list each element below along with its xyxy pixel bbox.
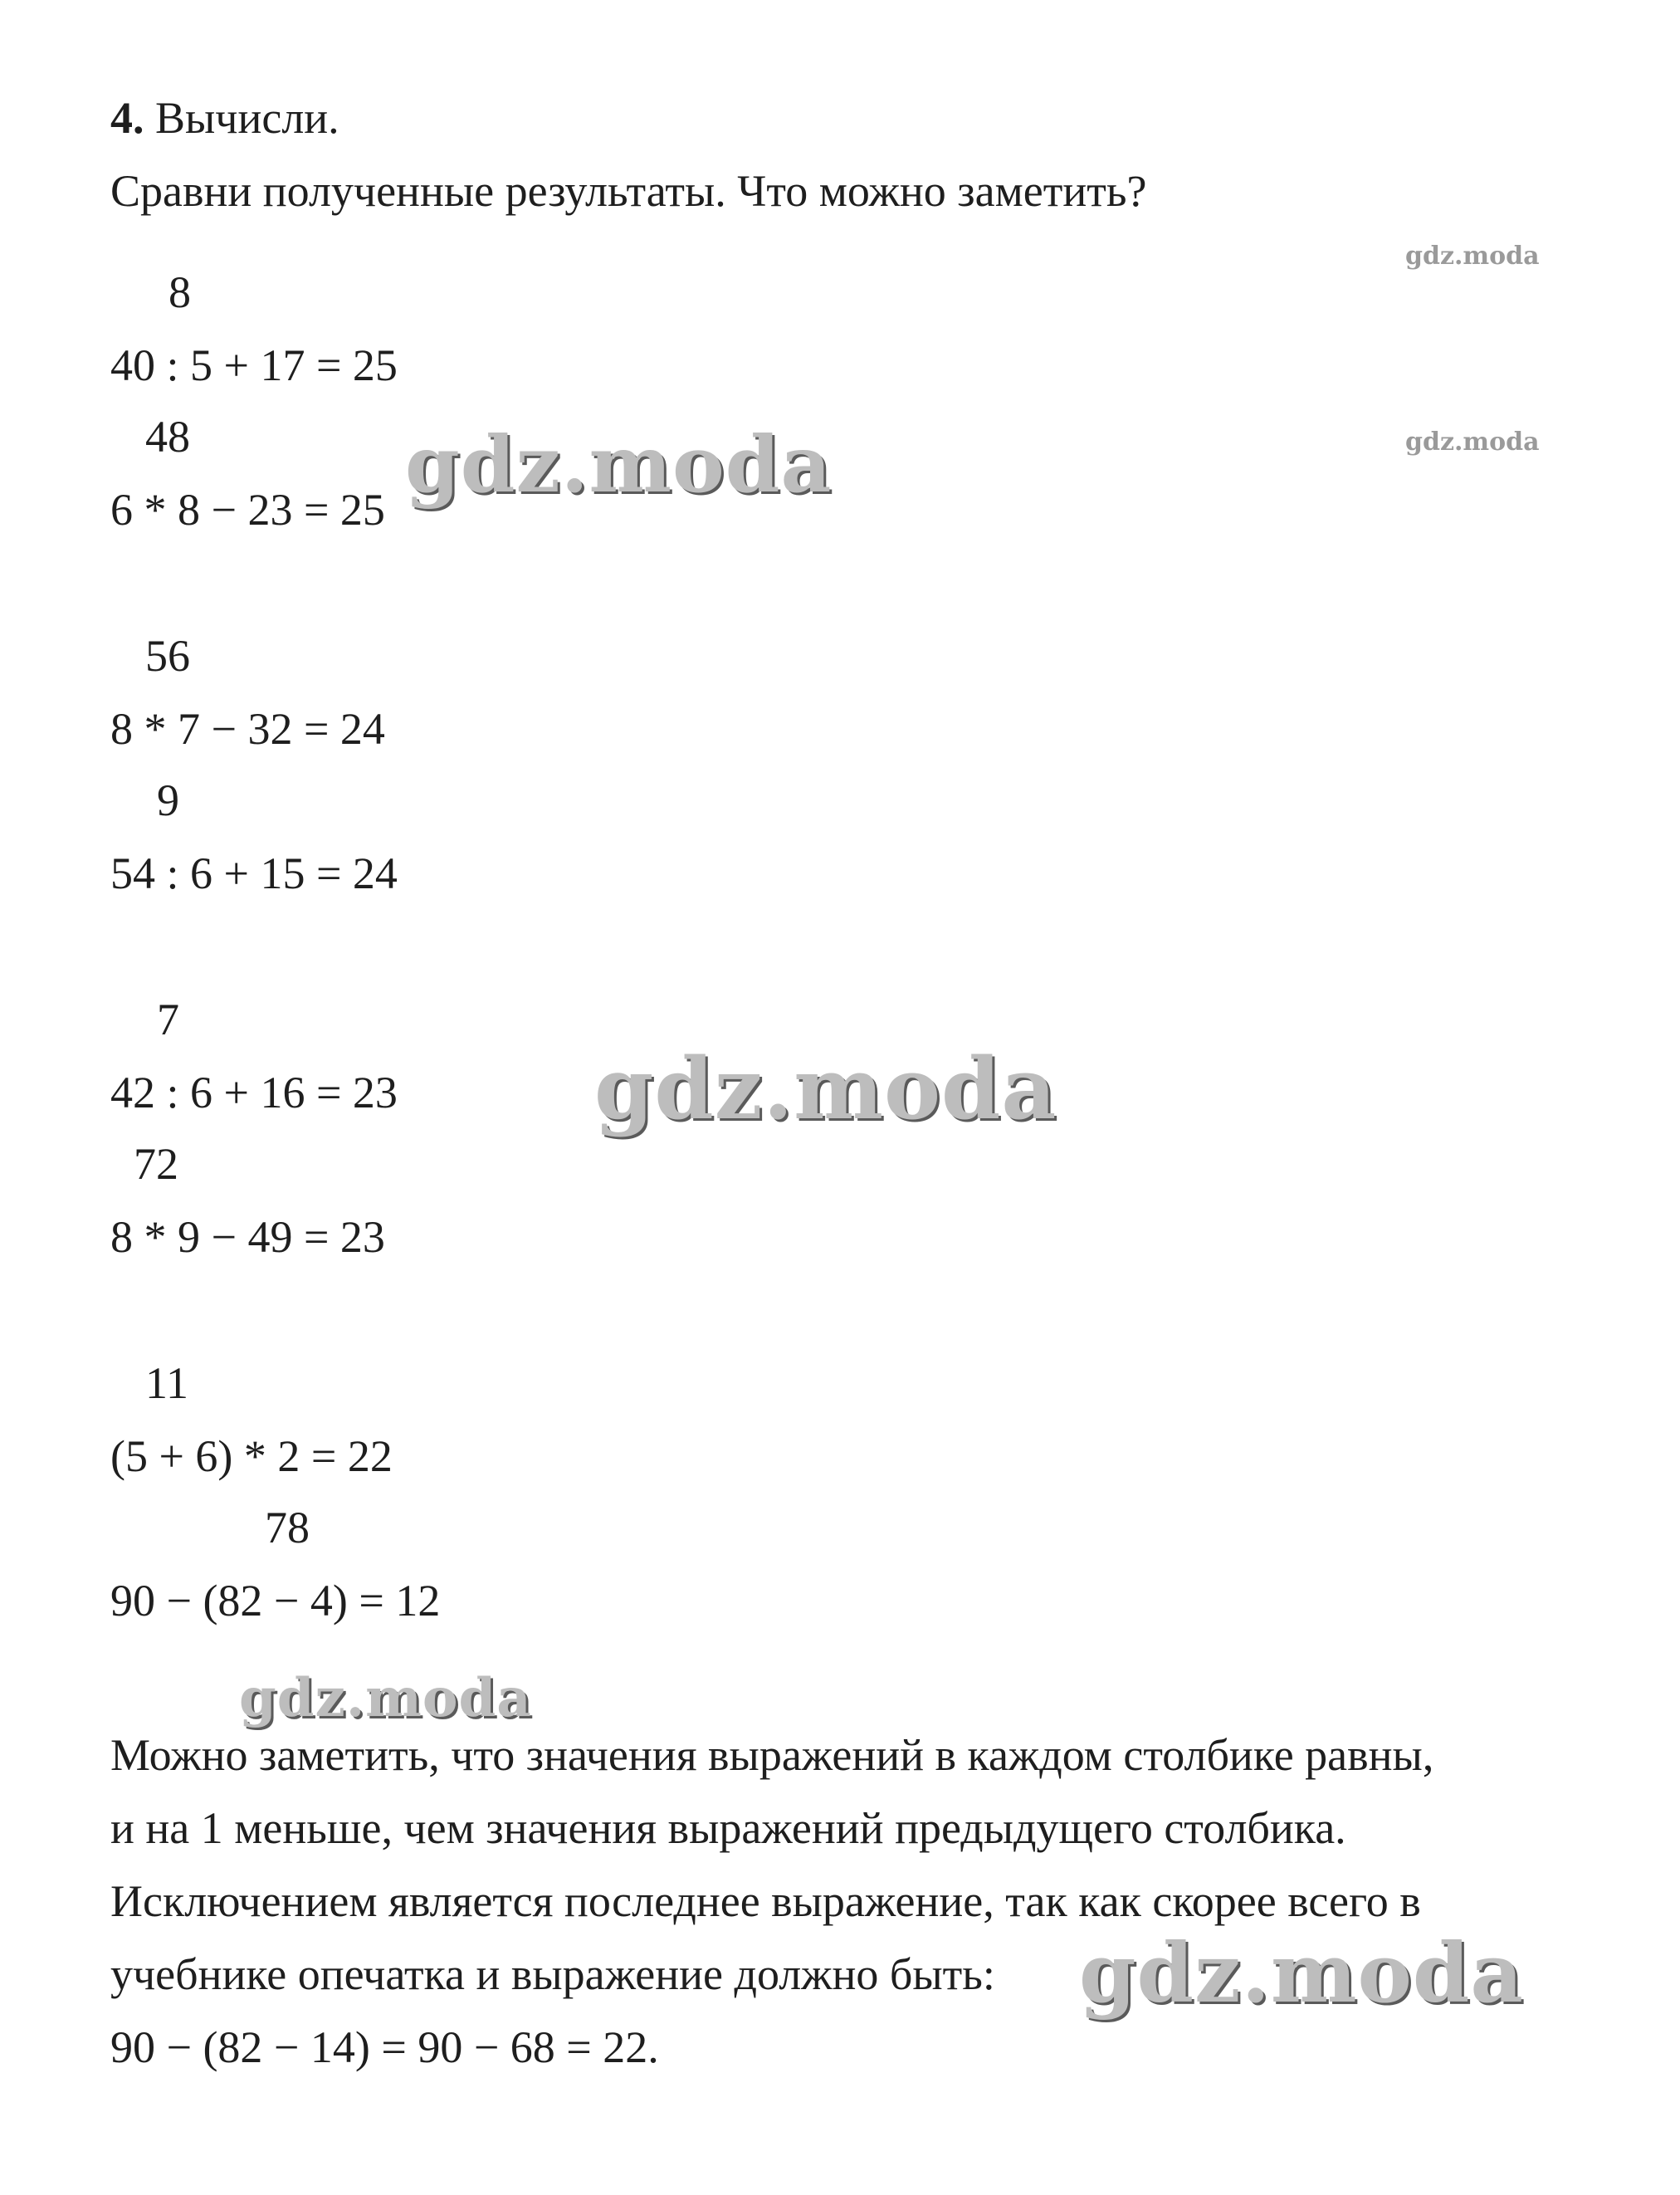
conclusion-line: 90 − (82 − 14) = 90 − 68 = 22. <box>110 2022 659 2072</box>
watermark-logo: gdz.moda <box>594 1039 1057 1139</box>
intermediate-result: 9 <box>157 775 179 825</box>
expression: 8 * 7 − 32 = 24 <box>110 704 385 754</box>
expression: 54 : 6 + 15 = 24 <box>110 848 398 898</box>
task-number: 4. <box>110 93 144 143</box>
expression: 90 − (82 − 4) = 12 <box>110 1576 441 1625</box>
intermediate-result: 48 <box>145 412 190 462</box>
watermark-logo: gdz.moda <box>405 419 833 511</box>
intermediate-result: 7 <box>157 995 179 1044</box>
expression: 40 : 5 + 17 = 25 <box>110 340 398 390</box>
expression: 42 : 6 + 16 = 23 <box>110 1068 398 1117</box>
conclusion-line: учебнике опечатка и выражение должно быть: <box>110 1949 995 1999</box>
expression: 6 * 8 − 23 = 25 <box>110 485 385 535</box>
intermediate-result: 78 <box>265 1503 310 1552</box>
task-heading <box>110 91 339 144</box>
intermediate-result: 8 <box>168 267 191 317</box>
conclusion-line: и на 1 меньше, чем значения выражений предыдущего столбика. <box>110 1803 1346 1853</box>
watermark-logo: gdz.moda <box>1079 1926 1524 2021</box>
watermark-logo: gdz.moda <box>1405 428 1540 457</box>
conclusion-line: Исключением является последнее выражение, так как скорее всего в <box>110 1876 1421 1926</box>
task-title: Вычисли. <box>155 93 339 143</box>
watermark-logo: gdz.moda <box>239 1667 532 1729</box>
intermediate-result: 72 <box>134 1139 178 1189</box>
conclusion-line: Можно заметить, что значения выражений в каждом столбике равны, <box>110 1730 1434 1780</box>
intermediate-result: 11 <box>145 1358 188 1408</box>
watermark-logo: gdz.moda <box>1405 242 1540 271</box>
expression: 8 * 9 − 49 = 23 <box>110 1212 385 1262</box>
task-prompt: Сравни полученные результаты. Что можно заметить? <box>110 166 1147 216</box>
expression: (5 + 6) * 2 = 22 <box>110 1431 393 1481</box>
intermediate-result: 56 <box>145 631 190 681</box>
